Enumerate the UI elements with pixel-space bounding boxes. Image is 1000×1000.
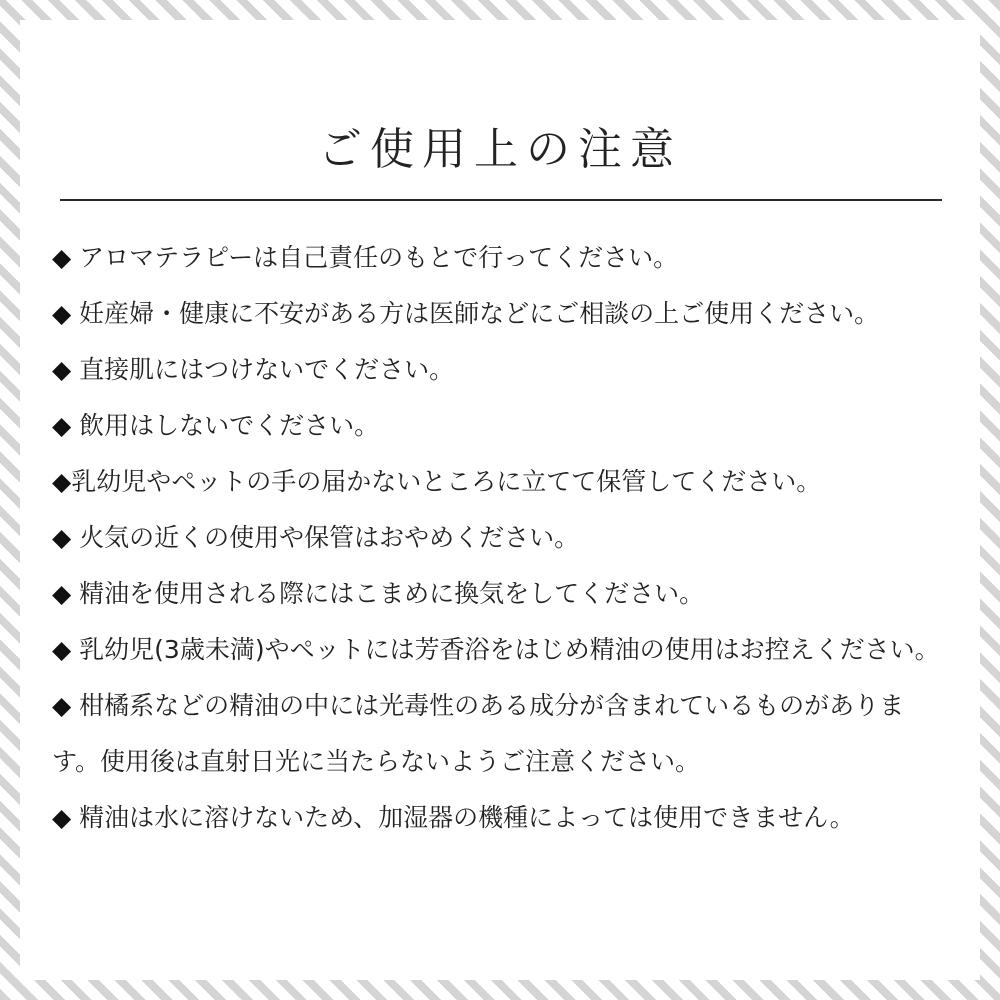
notice-card xyxy=(20,20,980,980)
list-item-text: 柑橘系などの精油の中には光毒性のある成分が含まれているものがあります。使用後は直射日光に当たらないようご注意ください。 xyxy=(52,691,905,776)
diamond-bullet-icon: ◆ xyxy=(52,243,72,272)
diamond-bullet-icon: ◆ xyxy=(52,467,72,496)
list-item xyxy=(52,622,952,678)
list-item-text: アロマテラピーは自己責任のもとで行ってください。 xyxy=(71,243,679,272)
diamond-bullet-icon: ◆ xyxy=(52,691,72,720)
diamond-bullet-icon: ◆ xyxy=(52,355,72,384)
precautions-list xyxy=(52,230,952,846)
title-divider xyxy=(60,199,942,201)
diamond-bullet-icon: ◆ xyxy=(52,411,72,440)
diamond-bullet-icon: ◆ xyxy=(52,635,72,664)
diamond-bullet-icon: ◆ xyxy=(52,579,72,608)
list-item-text: 直接肌にはつけないでください。 xyxy=(71,355,455,384)
list-item-text: 精油は水に溶けないため、加湿器の機種によっては使用できません。 xyxy=(71,803,855,832)
diamond-bullet-icon: ◆ xyxy=(52,299,72,328)
list-item xyxy=(52,230,952,286)
list-item xyxy=(52,398,952,454)
diamond-bullet-icon: ◆ xyxy=(52,523,72,552)
list-item xyxy=(52,566,952,622)
list-item-text: 飲用はしないでください。 xyxy=(71,411,380,440)
list-item xyxy=(52,342,952,398)
list-item-text: 精油を使用される際にはこまめに換気をしてください。 xyxy=(71,579,705,608)
list-item xyxy=(52,454,952,510)
list-item-text: 妊産婦・健康に不安がある方は医師などにご相談の上ご使用ください。 xyxy=(71,299,880,328)
list-item xyxy=(52,286,952,342)
list-item-text: 火気の近くの使用や保管はおやめください。 xyxy=(71,523,580,552)
list-item xyxy=(52,790,952,846)
diamond-bullet-icon: ◆ xyxy=(52,803,72,832)
list-item-text: 乳幼児(3歳未満)やペットには芳香浴をはじめ精油の使用はお控えください。 xyxy=(71,635,940,664)
list-item-text: 乳幼児やペットの手の届かないところに立てて保管してください。 xyxy=(71,467,822,496)
page-title: ご使用上の注意 xyxy=(318,124,682,175)
list-item xyxy=(52,510,952,566)
list-item xyxy=(52,678,952,790)
